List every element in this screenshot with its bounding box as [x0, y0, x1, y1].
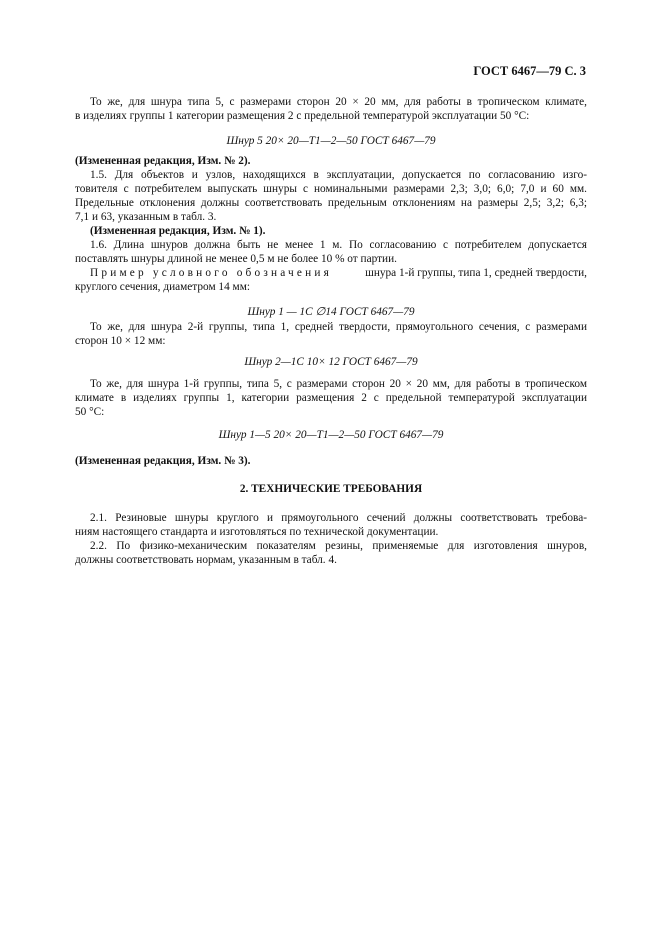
paragraph-line: То же, для шнура типа 5, с размерами сторон 20 × 20 мм, для работы в тропическом климате,: [90, 96, 587, 108]
designation-formula: Шнур 2—1С 10× 12 ГОСТ 6467—79: [244, 356, 418, 368]
designation-formula: Шнур 1 — 1С ∅14 ГОСТ 6467—79: [247, 306, 415, 318]
section-heading: 2. ТЕХНИЧЕСКИЕ ТРЕБОВАНИЯ: [239, 483, 423, 495]
paragraph-line: 50 °С:: [75, 406, 105, 418]
example-label: Пример условного обозначения: [90, 267, 332, 279]
paragraph-line: ниям настоящего стандарта и изготовляться по технической документации.: [75, 526, 439, 538]
amendment-note: (Измененная редакция, Изм. № 2).: [75, 155, 251, 167]
paragraph-line: поставлять шнуры длиной не менее 0,5 м не более 10 % от партии.: [75, 253, 397, 265]
designation-formula: Шнур 1—5 20× 20—Т1—2—50 ГОСТ 6467—79: [218, 429, 444, 441]
example-text: шнура 1-й группы, типа 1, средней твердости,: [365, 267, 587, 279]
paragraph-line: сторон 10 × 12 мм:: [75, 335, 166, 347]
paragraph-line: 1.6. Длина шнуров должна быть не менее 1 м. По согласованию с потребителем допускается: [90, 239, 587, 251]
paragraph-line: товителя с потребителем выпускать шнуры с номинальными размерами 2,3; 3,0; 6,0; 7,0 и 60 мм.: [75, 183, 587, 195]
paragraph-line: То же, для шнура 1-й группы, типа 5, с размерами сторон 20 × 20 мм, для работы в тропическом: [90, 378, 587, 390]
paragraph-line: То же, для шнура 2-й группы, типа 1, средней твердости, прямоугольного сечения, с размерами: [90, 321, 587, 333]
paragraph-line: в изделиях группы 1 категории размещения 2 с предельной температурой эксплуатации 50 °С:: [75, 110, 530, 122]
paragraph-line: 2.1. Резиновые шнуры круглого и прямоугольного сечений должны соответствовать требова-: [90, 512, 587, 524]
designation-formula: Шнур 5 20× 20—Т1—2—50 ГОСТ 6467—79: [226, 135, 436, 147]
amendment-note: (Измененная редакция, Изм. № 3).: [75, 455, 251, 467]
paragraph-line: должны соответствовать нормам, указанным в табл. 4.: [75, 554, 337, 566]
paragraph-line: климате в изделиях группы 1, категории размещения 2 с предельной температурой эксплуатации: [75, 392, 587, 404]
paragraph-line: 2.2. По физико-механическим показателям резины, применяемые для изготовления шнуров,: [90, 540, 587, 552]
paragraph-line: Предельные отклонения должны соответствовать предельным отклонениям на размеры 2,5; 3,2; 6,3;: [75, 197, 587, 209]
paragraph-line: круглого сечения, диаметром 14 мм:: [75, 281, 250, 293]
amendment-note: (Измененная редакция, Изм. № 1).: [90, 225, 266, 237]
paragraph-line: 1.5. Для объектов и узлов, находящихся в эксплуатации, допускается по согласованию изго-: [90, 169, 587, 181]
paragraph-line: 7,1 и 63, указанным в табл. 3.: [75, 211, 217, 223]
example-line: [90, 266, 587, 280]
page-header: ГОСТ 6467—79 С. 3: [473, 64, 586, 78]
